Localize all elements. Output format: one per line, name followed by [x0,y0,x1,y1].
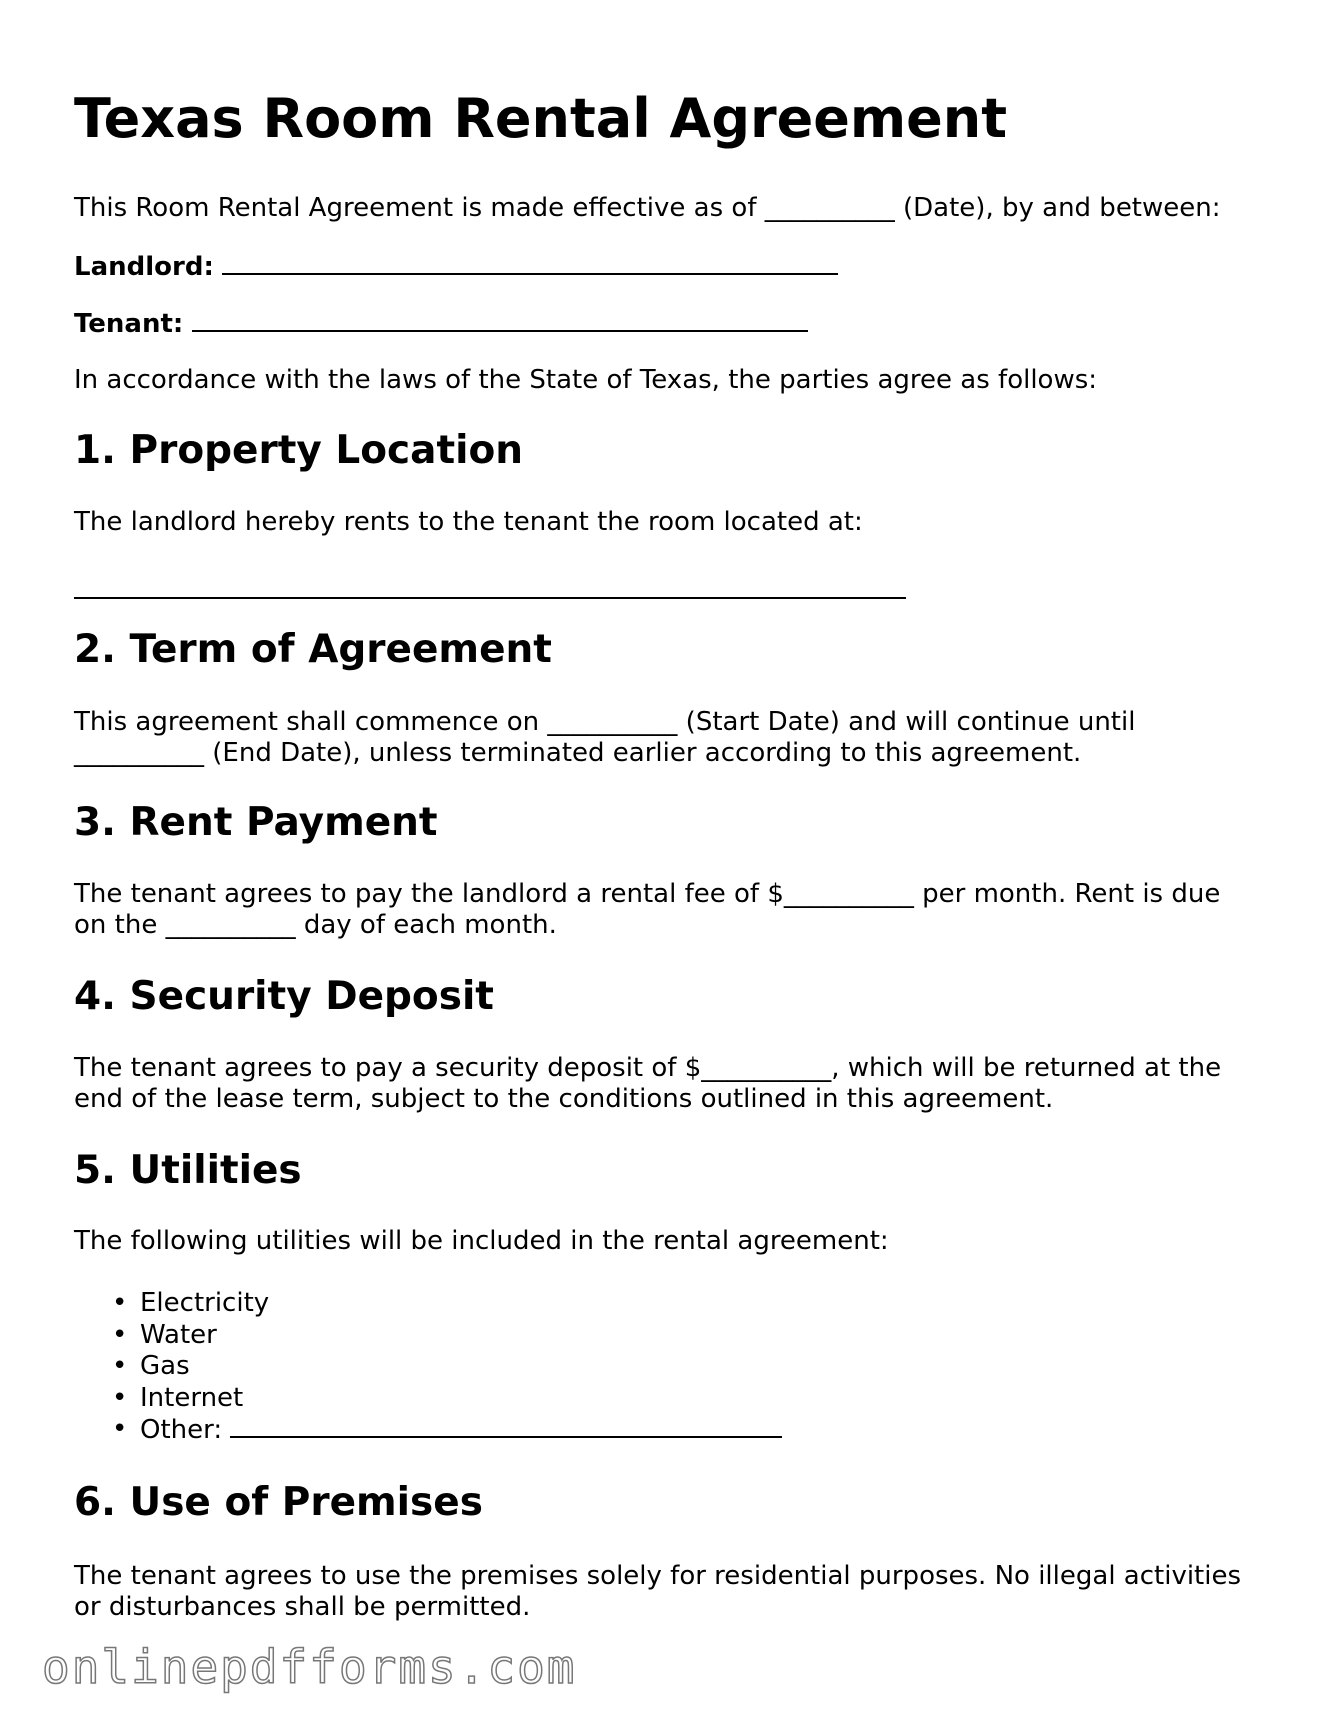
list-item [74,1288,782,1320]
intro-date-blank[interactable]: __________ [764,193,895,223]
utility-gas: Gas [140,1351,190,1381]
premises-text-line-1: The tenant agrees to use the premises solely for residential purposes. No illegal activities [74,1561,1242,1591]
property-location-text: The landlord hereby rents to the tenant the room located at: [74,507,863,537]
list-item [74,1351,782,1383]
tenant-line [74,308,808,340]
bullet-icon: • [112,1319,128,1350]
premises-text-line-2: or disturbances shall be permitted. [74,1592,531,1622]
landlord-line [74,251,838,283]
intro-text-after: (Date), by and between: [894,193,1221,223]
section-heading-term: 2. Term of Agreement [74,627,552,672]
section-heading-property-location: 1. Property Location [74,428,524,473]
rent-text-line-1: The tenant agrees to pay the landlord a rental fee of $__________ per month. Rent is due [74,879,1221,909]
list-item [74,1383,782,1415]
watermark-logo: onlinepdfforms.com [42,1640,577,1694]
tenant-label: Tenant: [74,309,184,339]
intro-text-before: This Room Rental Agreement is made effective as of [74,193,765,223]
section-heading-security-deposit: 4. Security Deposit [74,974,494,1019]
bullet-icon: • [112,1414,128,1444]
intro-line [74,193,1221,224]
utilities-intro-text: The following utilities will be included in the rental agreement: [74,1226,889,1256]
rent-text-line-2: on the __________ day of each month. [74,910,557,940]
bullet-icon: • [112,1288,128,1318]
term-text-line-1: This agreement shall commence on __________ (Start Date) and will continue until [74,707,1136,737]
list-item [74,1414,782,1447]
landlord-label: Landlord: [74,252,214,282]
utility-water: Water [140,1319,217,1350]
section-heading-use-of-premises: 6. Use of Premises [74,1480,483,1525]
bullet-icon: • [112,1382,128,1413]
landlord-name-field[interactable] [222,251,838,275]
list-item [74,1320,782,1352]
utilities-list [74,1288,782,1447]
term-text-line-2: __________ (End Date), unless terminated earlier according to this agreement. [74,738,1082,768]
utility-other-field[interactable] [230,1414,782,1438]
section-heading-rent-payment: 3. Rent Payment [74,800,438,845]
deposit-text-line-2: end of the lease term, subject to the conditions outlined in this agreement. [74,1084,1054,1114]
property-address-field[interactable] [74,597,906,599]
accordance-text: In accordance with the laws of the State of Texas, the parties agree as follows: [74,365,1098,395]
utility-other: Other: [140,1415,223,1445]
utility-internet: Internet [140,1382,244,1413]
tenant-name-field[interactable] [192,308,808,332]
section-heading-utilities: 5. Utilities [74,1148,302,1193]
document-title: Texas Room Rental Agreement [74,87,1008,150]
deposit-text-line-1: The tenant agrees to pay a security deposit of $__________, which will be returned at the [74,1053,1222,1083]
bullet-icon: • [112,1351,128,1381]
utility-electricity: Electricity [140,1288,270,1318]
